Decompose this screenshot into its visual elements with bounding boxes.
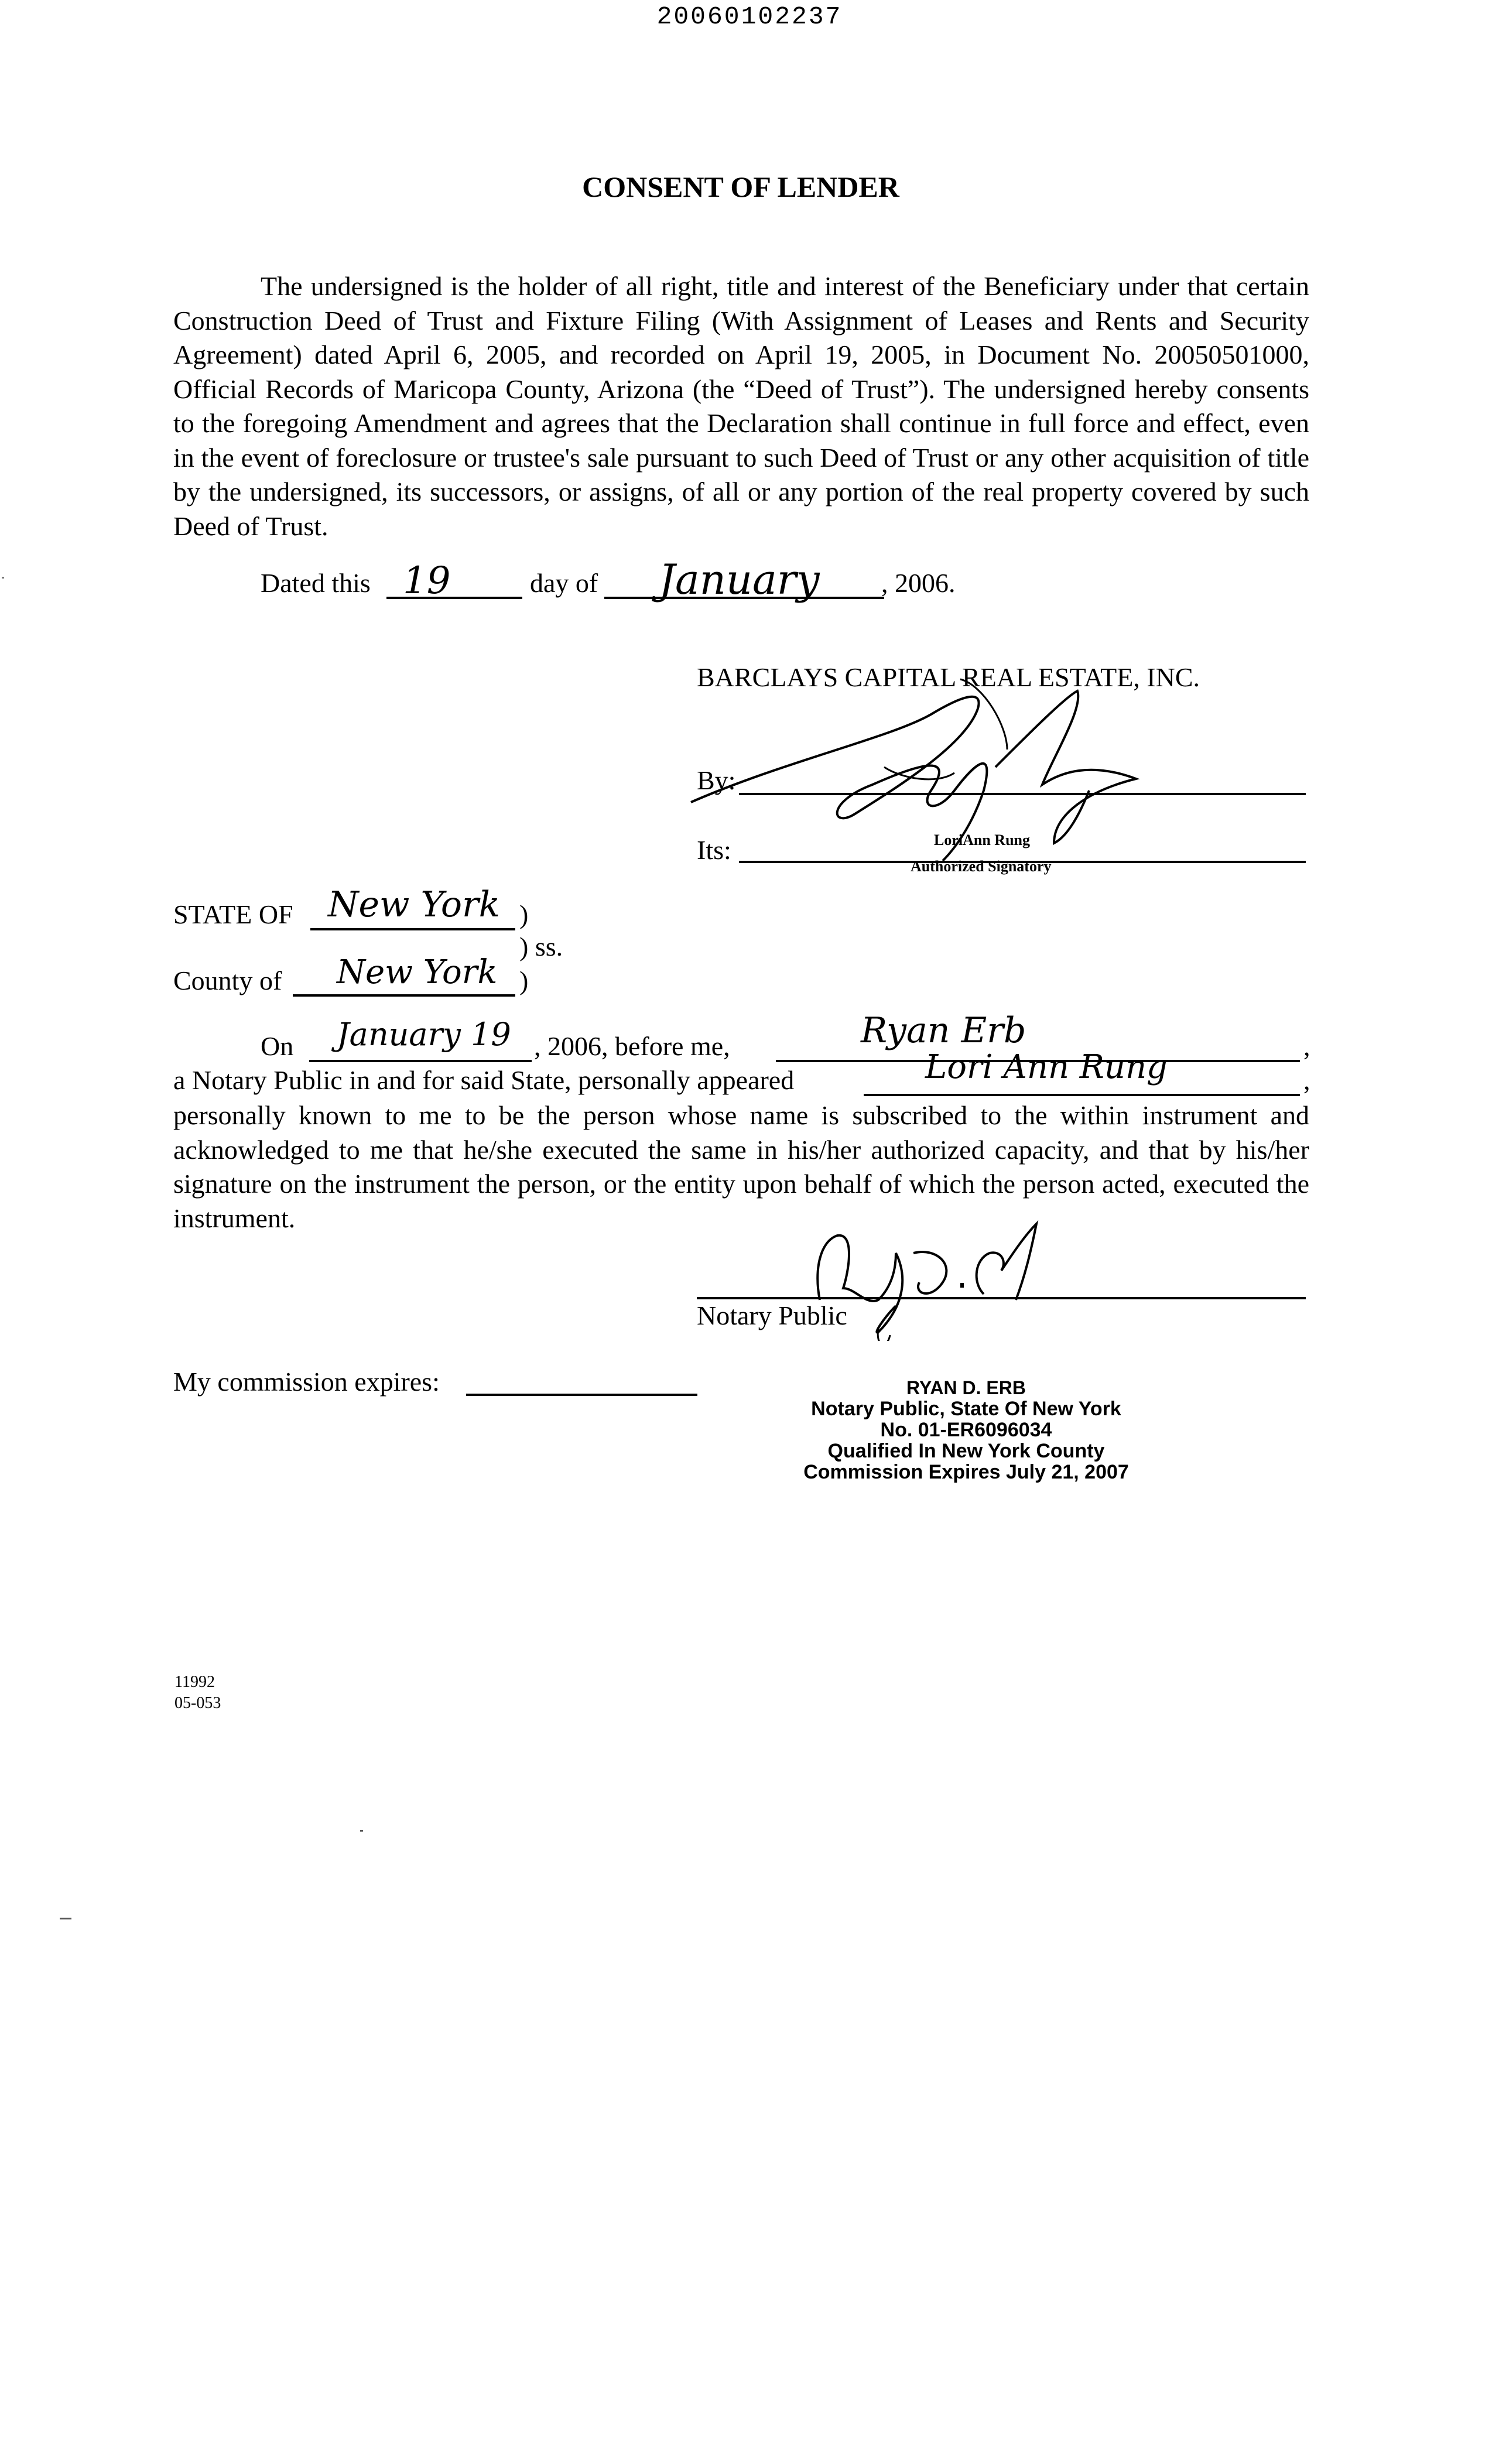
ss-label: ) ss.	[519, 932, 563, 961]
handwritten-notary-name: Ryan Erb	[861, 1010, 1026, 1051]
dated-row	[261, 556, 1022, 604]
dated-prefix: Dated this	[261, 568, 371, 598]
appeared-line	[864, 1094, 1300, 1096]
signer-title-stamp: Authorized Signatory	[911, 858, 1052, 875]
ack-line-2: a Notary Public in and for said State, personally appeared	[173, 1065, 795, 1095]
acknowledgment-paragraph: personally known to me to be the person whose name is subscribed to the within instrument and acknowledged to me that he/she executed the same in his/her authorized capacity, and that by his/her signature on the instrument the person, or the entity upon behalf of which the person acted, executed the instrument.	[173, 1100, 1309, 1233]
ack-comma-1: ,	[1303, 1031, 1310, 1061]
footer-ref-2: 05-053	[174, 1694, 221, 1712]
scan-speck	[60, 1918, 71, 1919]
ack-date-line	[309, 1060, 532, 1062]
notary-stamp-expiry: Commission Expires July 21, 2007	[803, 1461, 1129, 1483]
signer-name-stamp: LoriAnn Rung	[934, 831, 1030, 848]
consent-paragraph: The undersigned is the holder of all right, title and interest of the Beneficiary under that certain Construction Deed of Trust and Fixture Filing (With Assignment of Leases and Rents and Security Agreement) dated April 6, 2005, and recorded on April 19, 2005, in Document No. 20050501000, Official Records of Maricopa County, Arizona (the “Deed of Trust”). The undersigned hereby consents to the foregoing Amendment and agrees that the Declaration shall continue in full force and effect, even in the event of foreclosure or trustee's sale pursuant to such Deed of Trust or any other acquisition of title by the undersigned, its successors, or assigns, of all or any portion of the real property covered by such Deed of Trust.	[173, 271, 1309, 541]
county-blank-line	[293, 994, 515, 997]
by-label: By:	[697, 765, 736, 795]
document-title: CONSENT OF LENDER	[582, 170, 899, 203]
handwritten-state: New York	[328, 884, 500, 925]
ack-comma-2: ,	[1303, 1065, 1310, 1095]
notary-stamp-state: Notary Public, State Of New York	[811, 1398, 1121, 1420]
notary-stamp-number: No. 01-ER6096034	[880, 1419, 1052, 1441]
notary-signature-line	[697, 1297, 1306, 1299]
on-label: On	[261, 1031, 294, 1061]
footer-ref-1: 11992	[174, 1673, 215, 1691]
day-of-label: day of	[530, 568, 598, 598]
handwritten-county: New York	[337, 953, 498, 991]
state-label: STATE OF	[173, 899, 293, 929]
ack-year-before: , 2006, before me,	[534, 1031, 730, 1061]
notary-stamp-county: Qualified In New York County	[827, 1440, 1105, 1462]
state-blank-line	[310, 928, 515, 930]
handwritten-ack-date: January 19	[337, 1016, 511, 1053]
county-label: County of	[173, 966, 282, 995]
notary-stamp-name: RYAN D. ERB	[906, 1377, 1026, 1398]
state-paren: )	[519, 899, 529, 929]
handwritten-month: January	[659, 556, 820, 604]
lender-company-name: BARCLAYS CAPITAL REAL ESTATE, INC.	[697, 662, 1200, 692]
commission-blank-line	[466, 1394, 697, 1396]
notary-public-label: Notary Public	[697, 1301, 847, 1330]
county-paren: )	[519, 966, 529, 995]
handwritten-day: 19	[403, 559, 451, 603]
commission-expires-label: My commission expires:	[173, 1367, 440, 1397]
scan-speck	[2, 577, 4, 579]
dated-year: , 2006.	[881, 568, 956, 598]
its-label: Its:	[697, 835, 731, 865]
handwritten-appeared-name: Lori Ann Rung	[925, 1048, 1168, 1086]
document-number: 20060102237	[656, 2, 843, 31]
scan-speck	[360, 1830, 363, 1832]
